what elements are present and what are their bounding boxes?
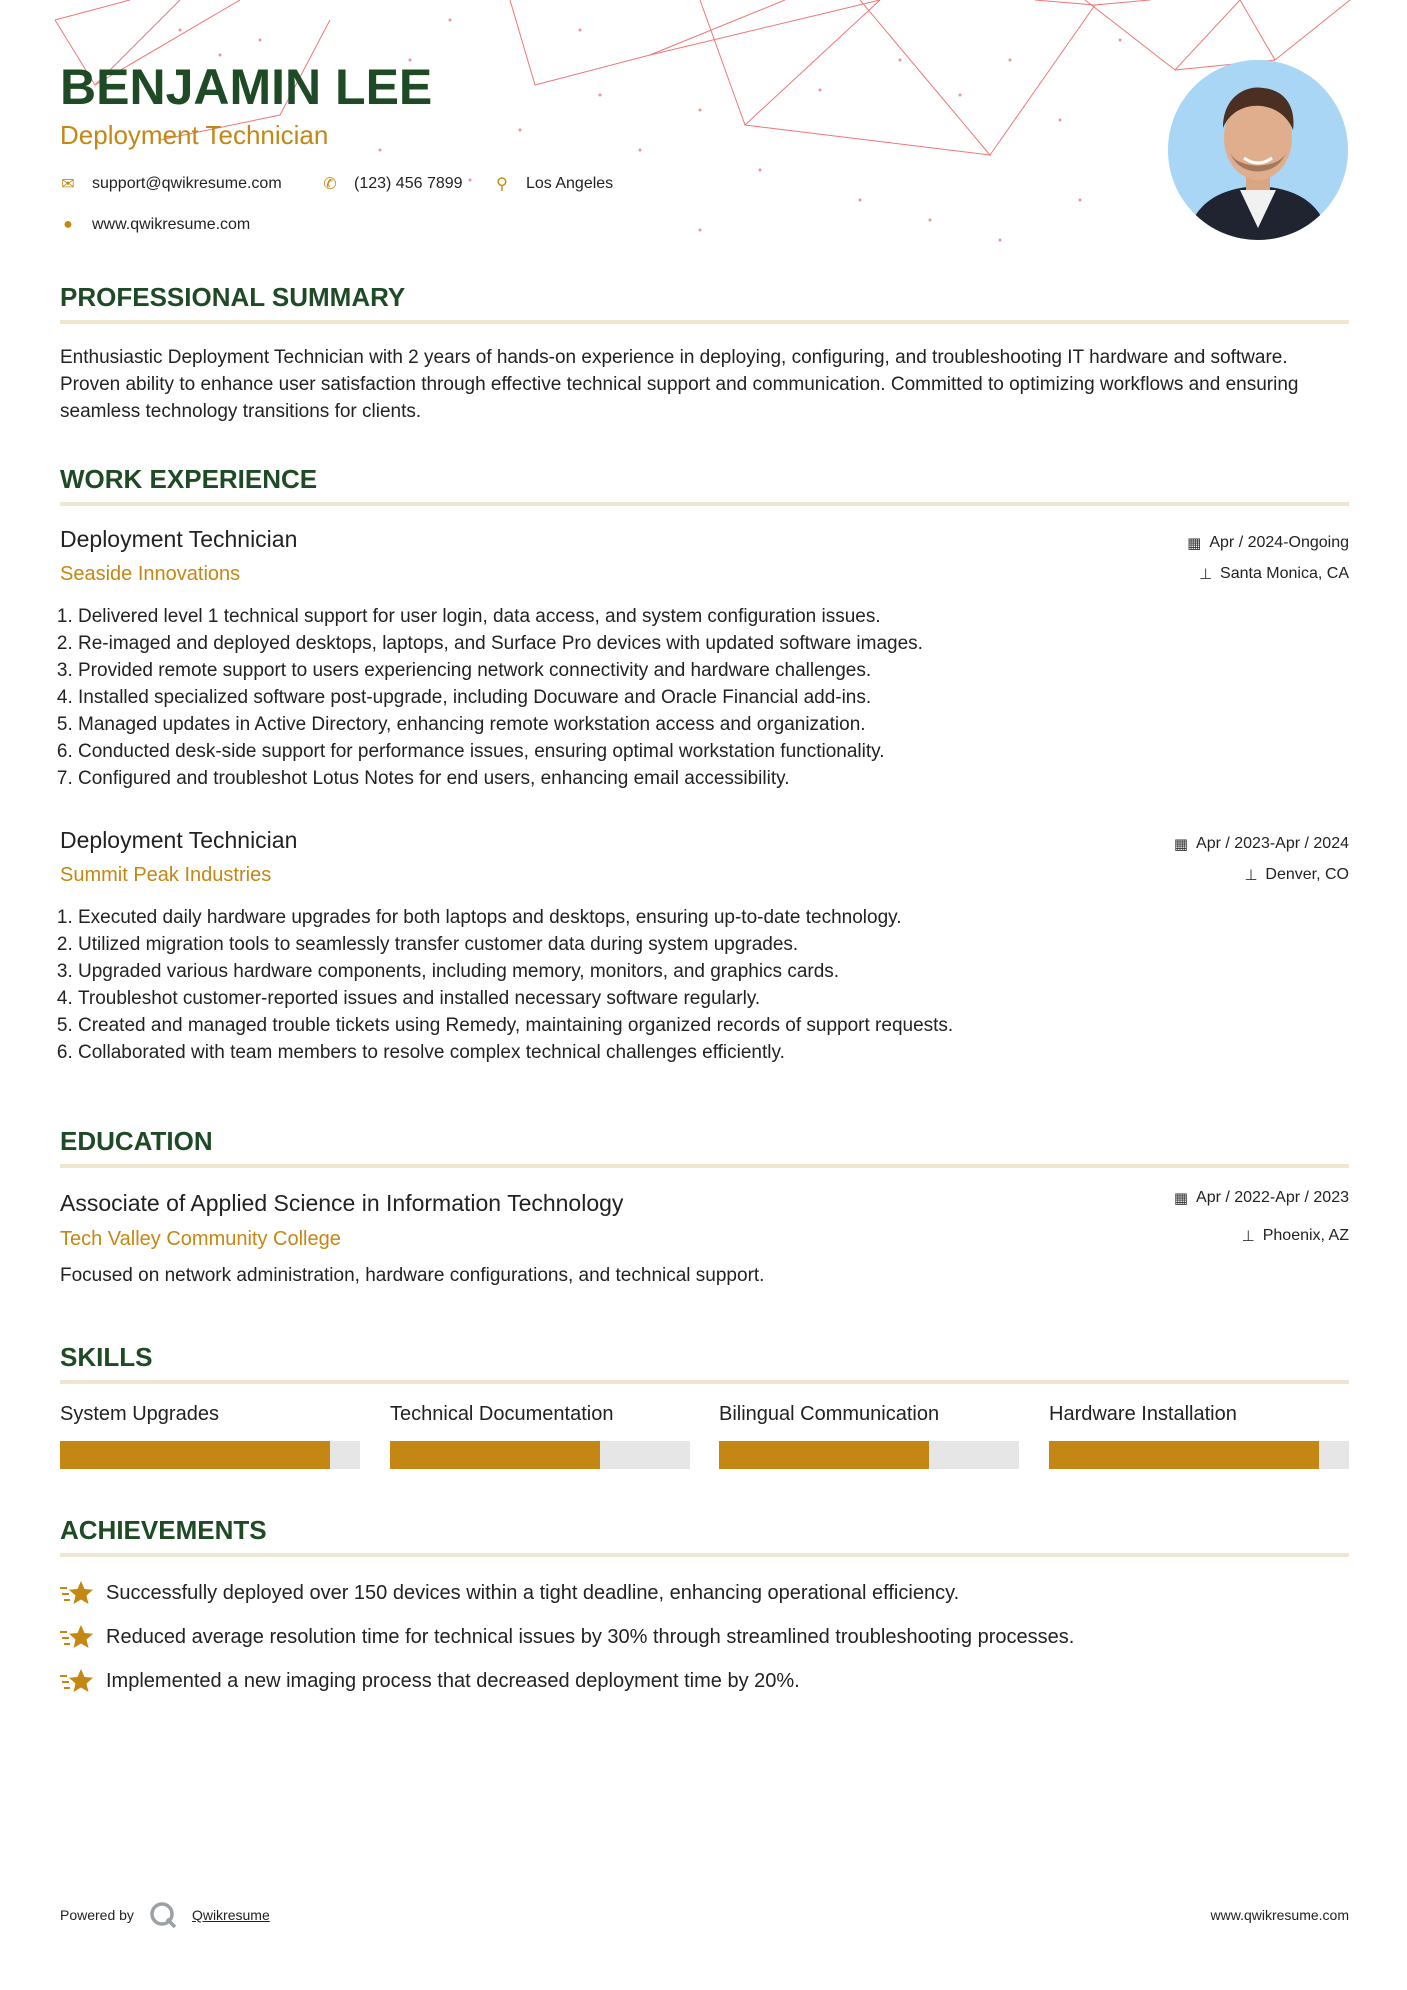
job-company: Seaside Innovations [60,563,241,585]
star-icon [60,1666,94,1696]
job-bullets [53,904,1358,1066]
avatar [1168,60,1348,240]
pushpin-icon: ⊥ [1241,1228,1255,1245]
powered-by-label: Powered by [60,1907,134,1923]
calendar-icon: ▦ [1173,836,1189,853]
list-item: 1. Delivered level 1 technical support for user login, data access, and system configuration issues. [78,603,1358,630]
achievements-divider [60,1553,1349,1557]
qwikresume-logo-icon [148,1900,178,1930]
summary-heading: PROFESSIONAL SUMMARY [60,282,406,312]
list-item: 3. Upgraded various hardware components, including memory, monitors, and graphics cards. [78,958,1358,985]
skill-bar-fill [390,1441,600,1469]
list-item: 4. Troubleshot customer-reported issues and installed necessary software regularly. [78,985,1358,1012]
achievement-text: Reduced average resolution time for technical issues by 30% through streamlined troubleshooting processes. [106,1625,1075,1648]
school-name: Tech Valley Community College [60,1228,341,1250]
skill-bar-fill [719,1441,929,1469]
experience-divider [60,502,1349,506]
skill-name: Bilingual Communication [719,1403,940,1425]
qwikresume-link[interactable]: Qwikresume [191,1907,270,1923]
skill-item [719,1403,1019,1469]
achievement-item [60,1666,800,1696]
achievement-text: Successfully deployed over 150 devices within a tight deadline, enhancing operational efficiency. [106,1581,960,1604]
footer-site-link[interactable]: www.qwikresume.com [1210,1907,1349,1923]
skills-divider [60,1380,1349,1384]
achievements-heading: ACHIEVEMENTS [60,1515,267,1545]
list-item: 6. Conducted desk-side support for performance issues, ensuring optimal workstation functionality. [78,738,1358,765]
email-text: support@qwikresume.com [92,175,282,192]
phone-icon: ✆ [323,176,337,193]
summary-text: Enthusiastic Deployment Technician with 2 years of hands-on experience in deploying, configuring, and troubleshooting IT hardware and software. Proven ability to enhance user satisfaction through effective technical support and communication. Committed to optimizing workflows and ensuring seamless technology transitions for clients. [60,347,1299,422]
pushpin-icon: ⊥ [1244,867,1258,884]
experience-heading: WORK EXPERIENCE [60,464,318,494]
skill-bar [60,1441,360,1469]
map-pin-icon: ⚲ [496,176,508,193]
job-location [1244,866,1349,884]
job-location [1199,565,1349,583]
list-item: 1. Executed daily hardware upgrades for both laptops and desktops, ensuring up-to-date technology. [78,904,1358,931]
candidate-name: BENJAMIN LEE [60,59,433,115]
job-title: Deployment Technician [60,526,298,552]
summary-divider [60,320,1349,324]
skill-bar [719,1441,1019,1469]
list-item: 2. Utilized migration tools to seamlessly transfer customer data during system upgrades. [78,931,1358,958]
star-icon [60,1622,94,1652]
education-location-text: Phoenix, AZ [1262,1227,1349,1244]
phone-text: (123) 456 7899 [354,175,463,192]
education-divider [60,1164,1349,1168]
job-location-text: Santa Monica, CA [1220,565,1349,582]
calendar-icon: ▦ [1173,1190,1189,1207]
website-text: www.qwikresume.com [92,216,251,233]
contact-website[interactable] [60,216,250,234]
education-location [1242,1227,1349,1245]
job-location-text: Denver, CO [1265,866,1349,883]
candidate-role: Deployment Technician [60,120,329,150]
job-bullets [53,603,1358,792]
skill-item [390,1403,690,1469]
achievement-item [60,1622,1074,1652]
pushpin-icon: ⊥ [1198,566,1213,583]
job-dates [1174,835,1349,853]
job-title: Deployment Technician [60,827,298,853]
list-item: 5. Created and managed trouble tickets using Remedy, maintaining organized records of support requests. [78,1012,1358,1039]
achievement-text: Implemented a new imaging process that decreased deployment time by 20%. [106,1669,800,1692]
job-dates [1187,534,1349,552]
envelope-icon: ✉ [61,176,75,193]
contact-email[interactable] [60,174,282,194]
job-dates-text: Apr / 2024-Ongoing [1209,534,1349,551]
list-item: 5. Managed updates in Active Directory, enhancing remote workstation access and organization. [78,711,1358,738]
star-icon [60,1578,94,1608]
contact-phone[interactable] [322,174,463,194]
list-item: 2. Re-imaged and deployed desktops, laptops, and Surface Pro devices with updated software images. [78,630,1358,657]
contact-location [494,174,613,194]
job-dates-text: Apr / 2023-Apr / 2024 [1196,835,1349,852]
education-dates [1174,1189,1349,1207]
achievement-item [60,1578,959,1608]
skill-item [60,1403,360,1469]
degree-title: Associate of Applied Science in Information Technology [60,1190,624,1216]
avatar-portrait [1168,60,1348,240]
education-description: Focused on network administration, hardware configurations, and technical support. [60,1265,765,1286]
education-heading: EDUCATION [60,1126,213,1156]
skills-heading: SKILLS [60,1342,153,1372]
list-item: 4. Installed specialized software post-upgrade, including Docuware and Oracle Financial add-ins. [78,684,1358,711]
job-company: Summit Peak Industries [60,864,272,886]
skill-name: System Upgrades [60,1403,219,1425]
location-text: Los Angeles [526,175,614,192]
skill-bar-fill [60,1441,330,1469]
skill-item [1049,1403,1349,1469]
globe-icon: ● [63,216,73,233]
skill-name: Technical Documentation [390,1403,614,1425]
footer-powered-by [60,1900,270,1930]
education-dates-text: Apr / 2022-Apr / 2023 [1196,1189,1349,1206]
list-item: 7. Configured and troubleshot Lotus Notes for end users, enhancing email accessibility. [78,765,1358,792]
skill-bar [390,1441,690,1469]
list-item: 6. Collaborated with team members to resolve complex technical challenges efficiently. [78,1039,1358,1066]
skill-bar-fill [1049,1441,1319,1469]
skill-bar [1049,1441,1349,1469]
list-item: 3. Provided remote support to users experiencing network connectivity and hardware challenges. [78,657,1358,684]
skill-name: Hardware Installation [1049,1403,1237,1425]
calendar-icon: ▦ [1187,535,1202,552]
